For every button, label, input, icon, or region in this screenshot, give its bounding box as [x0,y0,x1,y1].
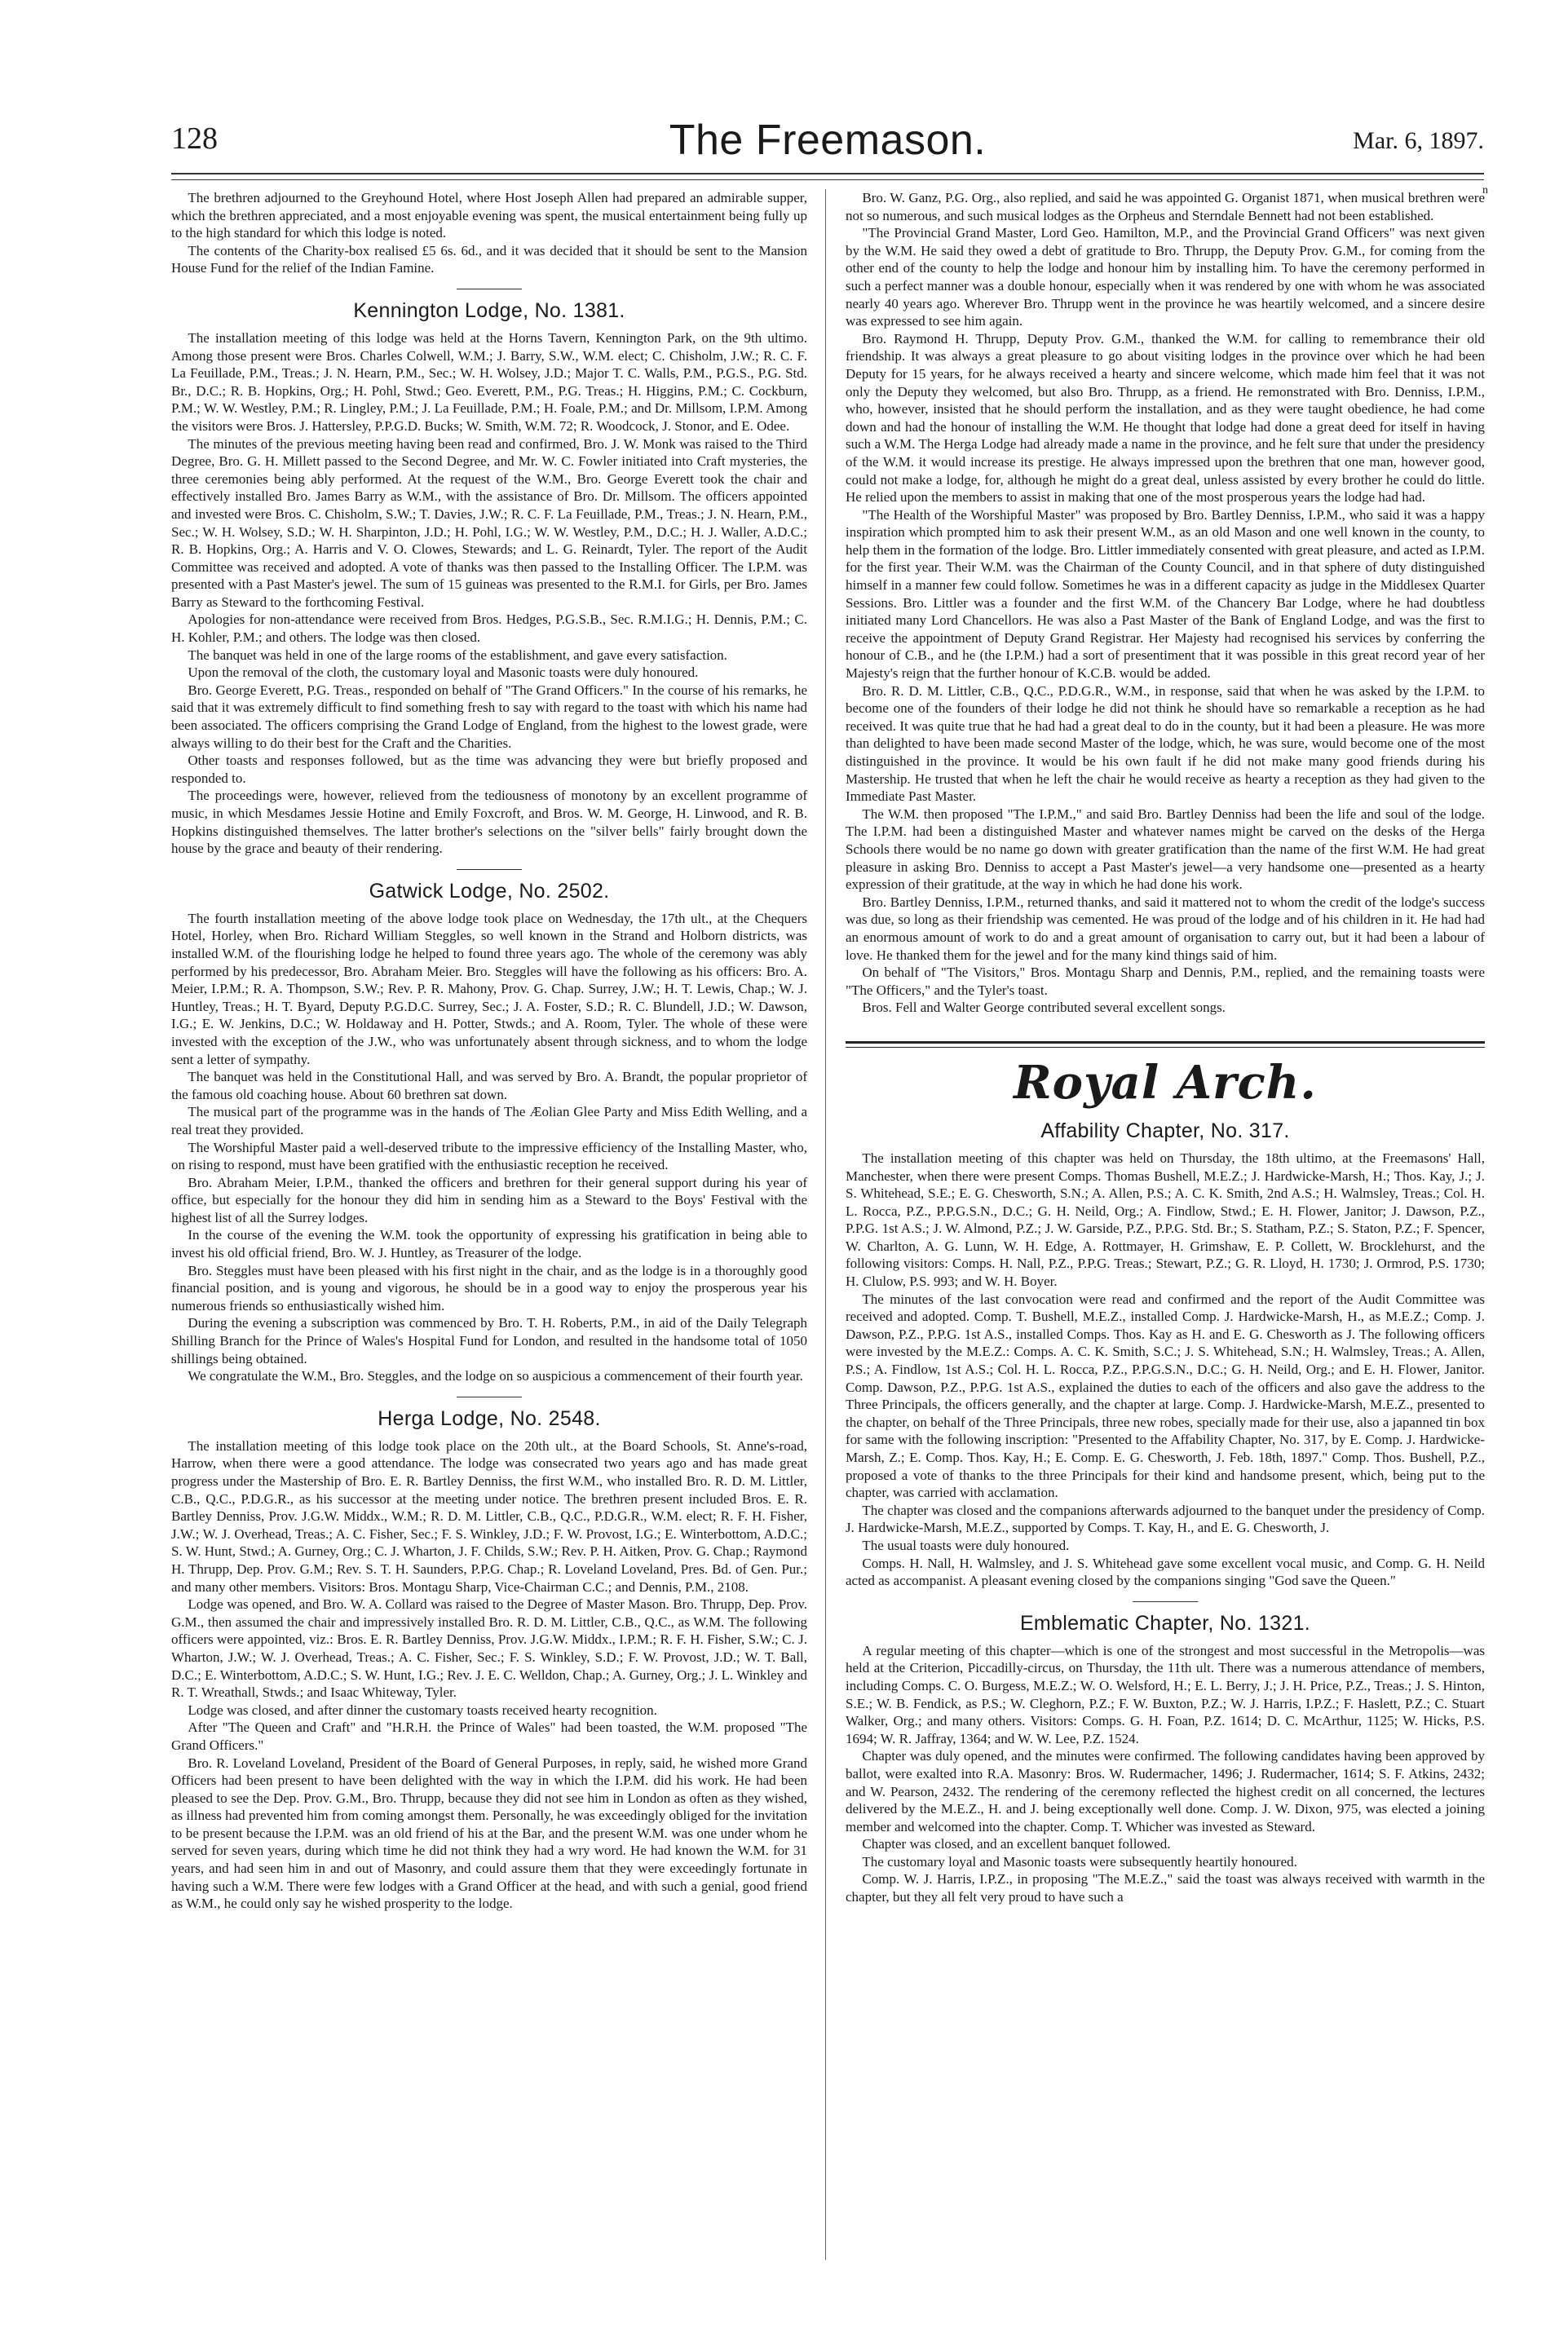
paragraph: "The Health of the Worshipful Master" was proposed by Bro. Bartley Denniss, I.P.M., who said it was a happy inspiration which prompted him to ask their present W.M., as an old Mason and one well known in the county, to help them in the formation of the lodge. Bro. Littler immediately consented with great pleasure, and acted as I.P.M. for the first year. Their W.M. was the Chairman of the County Council, and in that sphere of duty distinguished himself in a manner few could follow. Sometimes he was in a different capacity as judge in the Middlesex Quarter Sessions. Bro. Littler was a founder and the first W.M. of the Chancery Bar Lodge, where he had doubtless initiated many Lord Chancellors. He was also a Past Master of the Bank of England Lodge, and was the first to receive the appointment of Deputy Grand Registrar. Her Majesty had recognised his services by conferring the honour of C.B., and he (the I.P.M.) had a sort of presentiment that it was possible in this great record year of her Majesty's reign that the further honour of K.C.B. would be added. [846,506,1485,682]
section-rule [1133,1601,1198,1602]
paragraph: A regular meeting of this chapter—which is one of the strongest and most successful in the Metropolis—was held at the Criterion, Piccadilly-circus, on Thursday, the 11th ult. There was a numerous attendance of members, including Comps. C. O. Burgess, M.E.Z.; W. O. Welsford, H.; E. L. Berry, J.; J. H. Price, P.Z., Treas.; J. S. Hinton, S.E.; W. B. Fendick, as P.S.; W. Cleghorn, P.Z.; F. W. Buxton, P.Z.; W. J. Harris, I.P.Z.; F. Haslett, P.Z.; C. Stuart Walker, Org.; and many others. Visitors: Comps. G. H. Foan, P.Z. 1614; D. C. McArthur, 1125; W. Hicks, P.S. 1694; W. R. Jaffray, 1364; and W. W. Lee, P.Z. 1524. [846,1642,1485,1746]
paragraph: Bro. Abraham Meier, I.P.M., thanked the officers and brethren for their general support during his year of office, but especially for the honour they did him in sending him as a Steward to the Boys' Festival with the highest list of all the Surrey lodges. [171,1174,807,1225]
article-gatwick [171,910,807,1385]
intro-report [171,189,807,277]
article-heading-kennington: Kennington Lodge, No. 1381. [353,298,625,322]
page-number: 128 [171,121,218,156]
paragraph: Bros. Fell and Walter George contributed several excellent songs. [862,1000,1226,1016]
paragraph: Comps. H. Nall, H. Walmsley, and J. S. Whitehead gave some excellent vocal music, and Comp. G. H. Neild acted as accompanist. A pleasant evening closed by the companions singing "God save the Queen." [846,1555,1485,1589]
paragraph: In the course of the evening the W.M. took the opportunity of expressing his gratification in being able to invest his old official friend, Bro. W. J. Huntley, as Treasurer of the lodge. [171,1227,807,1261]
column-divider [825,189,826,2260]
paragraph: The musical part of the programme was in the hands of The Æolian Glee Party and Miss Edith Welling, and a real treat they provided. [171,1104,807,1137]
paragraph: The usual toasts were duly honoured. [862,1537,1070,1553]
paragraph: The brethren adjourned to the Greyhound Hotel, where Host Joseph Allen had prepared an admirable supper, which the brethren appreciated, and a most enjoyable evening was spent, the musical entertainment being fully up to the high standard for which this lodge is noted. [171,190,807,241]
masthead [171,117,1484,170]
article-kennington [171,329,807,858]
paragraph: The banquet was held in the Constitutional Hall, and was served by Bro. A. Brandt, the popular proprietor of the famous old coaching house. About 60 brethren sat down. [171,1069,807,1102]
paragraph: Bro. R. Loveland Loveland, President of the Board of General Purposes, in reply, said, he wished more Grand Officers had been present to have been delighted with the way in which the I.P.M. did his work. He had been pleased to see the Dep. Prov. G.M., Bro. Thrupp, because they did not see him in London as often as they wished, as illness had prevented him from coming amongst them. Personally, he was exceedingly obliged for the invitation to be present because the I.P.M. was an old friend of his at the Bar, and the present W.M. was one under whom he served for seven years, during which time he did not think they had a wry word. He had known the W.M. for 31 years, and had seen him in and out of Masonry, and could assure them that they were exceedingly fortunate in having such a W.M. There were few lodges with a Grand Officer at the head, and with such a genial, good friend as W.M., he could only say he wished prosperity to the lodge. [171,1755,807,1912]
paragraph: During the evening a subscription was commenced by Bro. T. H. Roberts, P.M., in aid of the Daily Telegraph Shilling Branch for the Prince of Wales's Hospital Fund for London, and resulted in the handsome total of 1050 shillings being obtained. [171,1315,807,1366]
section-rule [457,869,522,870]
paragraph: The minutes of the previous meeting having been read and confirmed, Bro. J. W. Monk was raised to the Third Degree, Bro. G. H. Millett passed to the Second Degree, and Mr. W. C. Fowler initiated into Craft mysteries, the three ceremonies being ably performed. At the request of the W.M., Bro. George Everett took the chair and effectively installed Bro. James Barry as W.M., with the assistance of Bro. Dr. Millsom. The officers appointed and invested were Bros. C. Chisholm, S.W.; T. Davies, J.W.; R. C. F. La Feuillade, P.M., Treas.; J. N. Hearn, P.M., Sec.; W. H. Wolsey, S.D.; W. H. Sharpinton, J.D.; H. Pohl, I.G.; W. W. Westley, P.M., D.C.; H. J. Waller, A.D.C.; R. B. Hopkins, Org.; A. Harris and V. O. Clowes, Stewards; and L. G. Reinardt, Tyler. The report of the Audit Committee was received and adopted. A vote of thanks was then passed to the Installing Officer. The I.P.M. was presented with a Past Master's jewel. The sum of 15 guineas was presented to the R.M.I. for Girls, per Bro. James Barry as Steward to the forthcoming Festival. [171,435,807,610]
paragraph: The customary loyal and Masonic toasts were subsequently heartily honoured. [862,1853,1297,1870]
paragraph: The fourth installation meeting of the above lodge took place on Wednesday, the 17th ult., at the Chequers Hotel, Horley, when Bro. Richard William Steggles, so well known in the Strand and Holborn districts, was installed W.M. of the flourishing lodge he helped to found three years ago. The whole of the ceremony was ably performed by his predecessor, Bro. Abraham Meier. Bro. Steggles will have the following as his officers: Bro. A. Meier, I.P.M.; R. A. Thompson, S.W.; Rev. P. R. Mahony, Prov. G. Chap. Surrey, J.W.; H. T. Lewis, Chap.; W. J. Huntley, Treas.; H. T. Byard, Deputy P.G.D.C. Surrey, Sec.; J. A. Foster, S.D.; R. C. Blundell, J.D.; W. Dawson, I.G.; E. W. Jenkins, D.C.; W. Holdaway and H. Potter, Stwds.; and A. Room, Tyler. The whole of these were invested with the exception of the J.W., who was unfortunately absent through sickness, and to whom the lodge sent a letter of sympathy. [171,910,807,1067]
paragraph: Bro. Raymond H. Thrupp, Deputy Prov. G.M., thanked the W.M. for calling to remembrance their old friendship. It was always a great pleasure to go about visiting lodges in the province over which he had been Deputy for 15 years, for he always received a hearty and sincere welcome, which made him feel that it was not only the Deputy they welcomed, but also Bro. Thrupp, as a friend. He remonstrated with Bro. Denniss, I.P.M., who, however, insisted that he should perform the installation, and as they were taught obedience, he had come down and had the honour of installing the W.M. He thought that lodge had done a great deed for itself in having such a W.M. The Herga Lodge had already made a name in the province, and he felt sure that under the presidency of the W.M. it would increase its prestige. He always impressed upon the brethren that one man, however good, could not make a lodge, for, although he might do a great deal, unless assisted by every brother he could do little. He relied upon the members to assist in making that one of the most prosperous years the lodge had had. [846,330,1485,505]
paragraph: Comp. W. J. Harris, I.P.Z., in proposing "The M.E.Z.," said the toast was always received with warmth in the chapter, but they all felt very proud to have such a [846,1871,1485,1905]
corner-mark: n [1482,184,1488,196]
paragraph: Bro. Bartley Denniss, I.P.M., returned thanks, and said it mattered not to whom the credit of the lodge's success was due, so long as their friendship was cemented. He was proud of the lodge and of his children in it. He had had an enormous amount of work to do and a great amount of organisation to carry out, but it had been a labour of love. He thanked them for the jewel and for the many kind things said of him. [846,894,1485,963]
article-heading-emblematic: Emblematic Chapter, No. 1321. [1019,1611,1311,1635]
paragraph: The contents of the Charity-box realised £5 6s. 6d., and it was decided that it should be sent to the Mansion House Fund for the relief of the Indian Famine. [171,242,807,276]
paragraph: Bro. Steggles must have been pleased with his first night in the chair, and as the lodge is in a thoroughly good financial position, and is young and vigorous, he should be in a good way to enjoy the prosperous year his numerous friends so enthusiastically wished him. [171,1262,807,1313]
paragraph: Chapter was closed, and an excellent banquet followed. [862,1836,1171,1852]
paragraph: The Worshipful Master paid a well-deserved tribute to the impressive efficiency of the Installing Master, who, on rising to respond, must have been gratified with the enthusiastic reception he received. [171,1139,807,1173]
paragraph: The W.M. then proposed "The I.P.M.," and said Bro. Bartley Denniss had been the life and soul of the lodge. The I.P.M. had been a distinguished Master and whatever names might be carved on the desks of the Herga Schools there would be no name go down with greater gratification than the name of the first W.M. He had great pleasure in asking Bro. Denniss to accept a Past Master's jewel—a very handsome one—presented as a hearty expression of their gratitude, at the way in which he had done his work. [846,806,1485,893]
article-herga [171,1437,807,1913]
paragraph: Chapter was duly opened, and the minutes were confirmed. The following candidates having been approved by ballot, were exalted into R.A. Masonry: Bros. W. Rudermacher, 1496; J. Rudermacher, 1614; S. F. Atkins, 2432; and W. Pearson, 2432. The rendering of the ceremony reflected the highest credit on all concerned, the lectures delivered by the M.E.Z., H. and J. being exceptionally well done. Comp. J. W. Dixon, 975, was elected a joining member and welcomed into the chapter. Comp. T. Whicher was invested as Steward. [846,1748,1485,1834]
paragraph: "The Provincial Grand Master, Lord Geo. Hamilton, M.P., and the Provincial Grand Officers" was next given by the W.M. He said they owed a debt of gratitude to Bro. Thrupp, the Deputy Prov. G.M., for coming from the other end of the county to help the lodge and honour him by installing him. To have the ceremony performed in such a perfect manner was a double honour, especially when it was rendered by one with whom he was associated nearly 40 years ago. Wherever Bro. Thrupp went in the province he was heartily welcomed, and a sincere desire was expressed to see him again. [846,225,1485,329]
masthead-rule-thin [171,179,1484,180]
paragraph: Lodge was closed, and after dinner the customary toasts received hearty recognition. [188,1702,657,1718]
paragraph: Bro. W. Ganz, P.G. Org., also replied, and said he was appointed G. Organist 1871, when musical brethren were not so numerous, and such musical lodges as the Orpheus and Sterndale Bennett had not been established. [846,190,1485,223]
masthead-rule [171,173,1484,174]
article-affability [846,1150,1485,1590]
paragraph: The installation meeting of this lodge took place on the 20th ult., at the Board Schools, St. Anne's-road, Harrow, when there were a good attendance. The lodge was consecrated two years ago and has made great progress under the Mastership of Bro. E. R. Bartley Denniss, the first W.M., who installed Bro. R. D. M. Littler, C.B., Q.C., P.D.G.R., as his successor at the meeting under notice. The brethren present included Bros. E. R. Bartley Denniss, Prov. J.G.W. Middx., W.M.; R. D. M. Littler, C.B., Q.C., P.D.G.R., W.M. elect; R. F. H. Fisher, J.W.; W. J. Overhead, Treas.; A. C. Fisher, Sec.; F. S. Winkley, J.D.; F. W. Provost, I.G.; E. Winterbottom, A.D.C.; S. W. Hunt, Stwd.; A. Gurney, Org.; C. J. Wharton, J. F. Childs, S.W.; Rev. P. H. Aitken, Prov. G. Chap.; Raymond H. Thrupp, Dep. Prov. G.M.; Rev. S. T. H. Saunders, P.P.G. Chap.; R. Loveland Loveland, Pres. Bd. of Gen. Pur.; and many other members. Visitors: Bros. Montagu Sharp, Vice-Chairman C.C.; and Dennis, P.M., 2108. [171,1437,807,1595]
paragraph: The proceedings were, however, relieved from the tediousness of monotony by an excellent programme of music, in which Mesdames Jessie Hotine and Emily Foxcroft, and Bros. W. M. George, H. Linwood, and R. B. Hopkins distinguished themselves. The latter brother's selections on the "silver bells" fairly brought down the house by the grace and beauty of their rendering. [171,788,807,857]
issue-date: Mar. 6, 1897. [1353,127,1484,154]
left-column [171,189,807,1913]
paragraph: The chapter was closed and the companions afterwards adjourned to the banquet under the presidency of Comp. J. Hardwicke-Marsh, M.E.Z., supported by Comps. T. Kay, H., and E. G. Chesworth, J. [846,1502,1485,1536]
section-rule-thin [846,1047,1485,1048]
paragraph: The installation meeting of this lodge was held at the Horns Tavern, Kennington Park, on the 9th ultimo. Among those present were Bros. Charles Colwell, W.M.; J. Barry, S.W., W.M. elect; C. Chisholm, J.W.; R. C. F. La Feuillade, P.M., Treas.; J. N. Hearn, P.M., Sec.; W. H. Wolsey, J.D.; Major T. C. Walls, P.M., P.G.S., P.G. Std. Br., D.C.; R. B. Hopkins, Org.; H. Pohl, Stwd.; Geo. Everett, P.M., P.G. Treas.; H. Higgins, P.M.; C. Cockburn, P.M.; W. W. Westley, P.M.; R. Lingley, P.M.; J. La Feuillade, P.M.; H. Foale, P.M.; and Dr. Millsom, I.P.M. Among the visitors were Bros. J. Hattersley, P.P.G.D. Bucks; W. Smith, W.M. 72; R. Woodcock, J. Stonor, and E. Odee. [171,329,807,434]
paragraph: Apologies for non-attendance were received from Bros. Hedges, P.G.S.B., Sec. R.M.I.G.; H. Dennis, P.M.; C. H. Kohler, P.M.; and others. The lodge was then closed. [171,611,807,646]
paragraph: Lodge was opened, and Bro. W. A. Collard was raised to the Degree of Master Mason. Bro. Thrupp, Dep. Prov. G.M., then assumed the chair and impressively installed Bro. R. D. M. Littler, C.B., Q.C., as W.M. The following officers were appointed, viz.: Bros. E. R. Bartley Denniss, Prov. J.G.W. Middx., I.P.M.; R. F. H. Fisher, S.W.; C. J. Wharton, J.W.; W. J. Overhead, Treas.; A. C. Fisher, Sec.; F. S. Winkley, S.D.; F. W. Provost, J.D.; W. T. Ball, D.C.; E. Winterbottom, A.D.C.; S. W. Hunt, I.G.; Rev. J. E. C. Welldon, Chap.; A. Gurney, Org.; J. L. Winkley and R. T. Wreathall, Stwds.; and Isaac Whiteway, Tyler. [171,1596,807,1701]
paragraph: Upon the removal of the cloth, the customary loyal and Masonic toasts were duly honoured. [188,664,699,681]
newspaper-title: The Freemason. [669,117,987,164]
article-heading-affability: Affability Chapter, No. 317. [1040,1119,1290,1142]
article-heading-herga: Herga Lodge, No. 2548. [378,1406,601,1430]
paragraph: Other toasts and responses followed, but as the time was advancing they were but briefly proposed and responded to. [171,753,807,786]
paragraph: The minutes of the last convocation were read and confirmed and the report of the Audit Committee was received and adopted. Comp. T. Bushell, M.E.Z., installed Comp. J. Hardwicke-Marsh, H., as M.E.Z.; Comp. J. Dawson, P.Z., P.P.G. 1st A.S., installed Comps. Thos. Kay as H. and E. G. Chesworth as J. The following officers were invested by the M.E.Z.: Comps. A. C. K. Smith, S.C.; J. S. Whitehead, S.N.; H. Walmsley, Treas.; A. Allen, P.S.; A. Findlow, 1st A.S.; Col. H. L. Rocca, P.Z., P.P.G.S.N., D.C.; G. H. Neild, Org.; and E. H. Flower, Janitor. Comp. Dawson, P.Z., P.P.G. 1st A.S., explained the duties to each of the officers and also gave the address to the Three Principals, the officers generally, and the chapter at large. Comp. J. Hardwicke-Marsh, M.E.Z., presented to the chapter, on behalf of the Three Principals, three new robes, specially made for their use, also a japanned tin box for same with the following inscription: "Presented to the Affability Chapter, No. 317, by E. Comp. J. Hardwicke-Marsh, Z.; E. Comp. Thos. Kay, H.; E. Comp. E. G. Chesworth, J. Feb. 18th, 1897." Comp. Thos. Bushell, P.Z., proposed a vote of thanks to the three Principals for their kind and handsome present, which, being put to the chapter, was carried with acclamation. [846,1291,1485,1501]
paragraph: Bro. George Everett, P.G. Treas., responded on behalf of "The Grand Officers." In the course of his remarks, he said that it was extremely difficult to find something fresh to say with regard to the toast with which his name had been associated. The officers comprising the Grand Lodge of England, from the highest to the lowest grade, were always willing to do their best for the Craft and the Charities. [171,682,807,751]
article-herga-continued [846,189,1485,1017]
section-title: Royal Arch. [1014,1055,1317,1110]
paragraph: After "The Queen and Craft" and "H.R.H. the Prince of Wales" had been toasted, the W.M. proposed "The Grand Officers." [171,1720,807,1753]
paragraph: The banquet was held in one of the large rooms of the establishment, and gave every satisfaction. [188,647,727,663]
section-rule-thick [846,1041,1485,1044]
paragraph: Bro. R. D. M. Littler, C.B., Q.C., P.D.G.R., W.M., in response, said that when he was asked by the I.P.M. to become one of the founders of their lodge he did not think he should have so remarkable a reception as he had received. It was quite true that he had had a great deal to do in the county, but it had been a pleasure. He was more than delighted to have been made second Master of the lodge, which, he was sure, would become one of the most distinguished in the province. It would be his own fault if he did not make many good friends during his Mastership. He trusted that when he left the chair he would receive as hearty a reception as they had given to the Immediate Past Master. [846,682,1485,805]
right-column [846,189,1485,1906]
paragraph: On behalf of "The Visitors," Bros. Montagu Sharp and Dennis, P.M., replied, and the remaining toasts were "The Officers," and the Tyler's toast. [846,965,1485,998]
article-heading-gatwick: Gatwick Lodge, No. 2502. [369,879,610,903]
paragraph: The installation meeting of this chapter was held on Thursday, the 18th ultimo, at the Freemasons' Hall, Manchester, when there were present Comps. Thomas Bushell, M.E.Z.; J. Hardwicke-Marsh, H.; Thos. Kay, J.; J. S. Whitehead, S.E.; E. G. Chesworth, S.N.; A. Allen, P.S.; A. C. K. Smith, 2nd A.S.; H. Walmsley, Treas.; Col. H. L. Rocca, P.Z., P.P.G.S.N., D.C.; G. H. Neild, Org.; A. Findlow, Stwd.; E. H. Flower, Janitor; J. Dawson, P.Z., P.P.G. 1st A.S.; J. W. Almond, P.Z.; J. W. Garside, P.Z., P.P.G. Std. Br.; S. Statham, P.Z.; S. Staton, P.Z.; F. Spencer, W. Charlton, A. G. Lunn, W. H. Edge, A. Rottmayer, H. Grimshaw, E. P. Collett, W. Brocklehurst, and the following visitors: Comps. H. Nall, P.Z., P.P.G. Treas.; Stewart, P.Z.; G. R. Lloyd, H. 1730; J. Ormrod, P.S. 1730; H. Clulow, P.S. 993; and W. H. Boyer. [846,1150,1485,1290]
paragraph: We congratulate the W.M., Bro. Steggles, and the lodge on so auspicious a commencement of their fourth year. [188,1368,803,1384]
article-emblematic [846,1642,1485,1906]
